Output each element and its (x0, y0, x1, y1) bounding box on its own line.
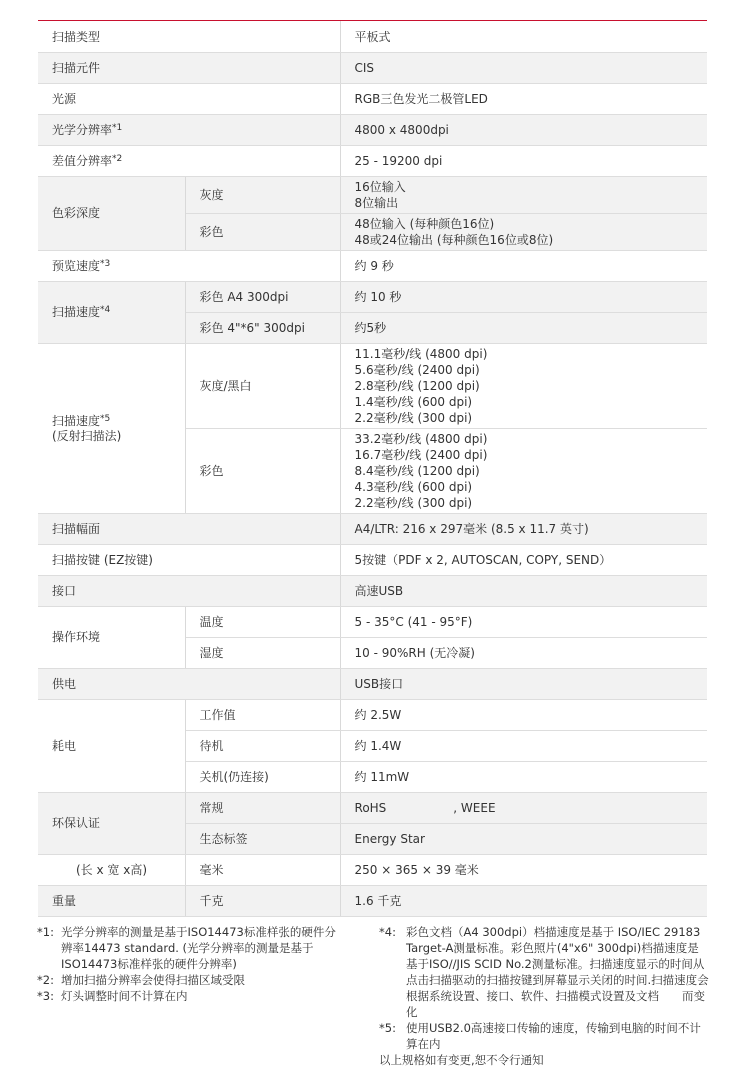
multi-value (340, 214, 707, 251)
row-label (38, 115, 340, 146)
sub-label: 生态标签 (185, 824, 340, 855)
table-row (38, 855, 707, 886)
value-line: 8位输出 (354, 196, 399, 210)
value-part: RoHS (354, 800, 387, 815)
row-value: 约5秒 (340, 313, 707, 344)
table-row (38, 53, 707, 84)
group-label (38, 344, 185, 514)
value-line: 5.6毫秒/线 (2400 dpi) (354, 363, 480, 377)
label-text-2: (反射扫描法) (52, 428, 122, 443)
footnote-mark: *2 (112, 153, 123, 164)
value-part: , WEEE (453, 800, 496, 815)
row-label: (长 x 宽 x高) (38, 855, 185, 886)
value-line: 2.2毫秒/线 (300 dpi) (354, 411, 473, 425)
row-label: 扫描类型 (38, 22, 340, 53)
value-line: 2.8毫秒/线 (1200 dpi) (354, 379, 480, 393)
row-label: 扫描幅面 (38, 514, 340, 545)
value-line: 16.7毫秒/线 (2400 dpi) (354, 448, 488, 462)
footnotes-right (379, 924, 709, 1068)
sub-label: 彩色 A4 300dpi (185, 282, 340, 313)
value-line: 2.2毫秒/线 (300 dpi) (354, 496, 473, 510)
disclaimer: 以上规格如有变更,恕不令行通知 (379, 1053, 544, 1067)
sub-label: 灰度 (185, 177, 340, 214)
row-value: 约 2.5W (340, 700, 707, 731)
value-line: 11.1毫秒/线 (4800 dpi) (354, 347, 488, 361)
table-row (38, 669, 707, 700)
table-row (38, 344, 707, 429)
footnote-text: 光学分辨率的测量是基于ISO14473标准样张的硬件分辨率14473 standard. (光学分辨率的测量是基于ISO14473标准样张的硬件分辨率) (61, 925, 336, 971)
table-row (38, 146, 707, 177)
row-value: 平板式 (340, 22, 707, 53)
row-value: 5按键（PDF x 2, AUTOSCAN, COPY, SEND） (340, 545, 707, 576)
multi-value (340, 344, 707, 429)
footnote (37, 988, 337, 1004)
footnote-text: 使用USB2.0高速接口传输的速度，传输到电脑的时间不计算在内 (406, 1021, 701, 1051)
table-row (38, 282, 707, 313)
table-row (38, 84, 707, 115)
footnote-key: *5: (379, 1021, 396, 1035)
table-row (38, 177, 707, 214)
group-label (38, 282, 185, 344)
sub-label: 湿度 (185, 638, 340, 669)
sub-label: 千克 (185, 886, 340, 917)
table-row (38, 886, 707, 917)
row-value: 4800 x 4800dpi (340, 115, 707, 146)
footnote-text: 彩色文档（A4 300dpi）档描速度是基于 ISO/IEC 29183 Target-A测量标准。彩色照片(4"x6" 300dpi)档描速度是基于ISO//JIS SCID No.2测量标准。扫描速度显示的时间从点击扫描驱动的扫描按键到屏幕显示关闭的时间.扫描速度会根据系统设置、接口、软件、扫描模式设置及文档 而变化 (406, 925, 709, 1019)
sub-label: 关机(仍连接) (185, 762, 340, 793)
row-value: RGB三色发光二极管LED (340, 84, 707, 115)
footnote-key: *2: (37, 973, 54, 987)
group-label: 操作环境 (38, 607, 185, 669)
footnote (37, 924, 337, 972)
multi-value (340, 429, 707, 514)
sub-label: 工作值 (185, 700, 340, 731)
label-text: 扫描速度 (52, 305, 101, 319)
table-row (38, 607, 707, 638)
row-value: Energy Star (340, 824, 707, 855)
row-value: 10 - 90%RH (无冷凝) (340, 638, 707, 669)
value-line: 8.4毫秒/线 (1200 dpi) (354, 464, 480, 478)
value-line: 1.4毫秒/线 (600 dpi) (354, 395, 473, 409)
row-value: USB接口 (340, 669, 707, 700)
row-label: 接口 (38, 576, 340, 607)
row-value: CIS (340, 53, 707, 84)
multi-value (340, 177, 707, 214)
table-row (38, 251, 707, 282)
footnote-mark: *3 (100, 258, 111, 269)
footnotes-left (37, 924, 337, 1004)
row-value: 约 11mW (340, 762, 707, 793)
footnote-key: *3: (37, 989, 54, 1003)
row-label: 供电 (38, 669, 340, 700)
group-label: 色彩深度 (38, 177, 185, 251)
row-label: 光源 (38, 84, 340, 115)
row-label: 扫描元件 (38, 53, 340, 84)
footnote-mark: *5 (100, 413, 111, 424)
row-value: 约 10 秒 (340, 282, 707, 313)
table-row (38, 793, 707, 824)
row-label (38, 251, 340, 282)
footnote (37, 972, 337, 988)
row-value: A4/LTR: 216 x 297毫米 (8.5 x 11.7 英寸) (340, 514, 707, 545)
sub-label: 彩色 (185, 429, 340, 514)
sub-label: 彩色 (185, 214, 340, 251)
row-label: 重量 (38, 886, 185, 917)
row-value: 25 - 19200 dpi (340, 146, 707, 177)
sub-label: 灰度/黑白 (185, 344, 340, 429)
row-value: 5 - 35°C (41 - 95°F) (340, 607, 707, 638)
table-row (38, 115, 707, 146)
row-value: 高速USB (340, 576, 707, 607)
footnote-mark: *1 (112, 122, 123, 133)
label-text: 扫描速度 (52, 413, 101, 428)
row-value (340, 793, 707, 824)
table-row (38, 576, 707, 607)
sub-label: 温度 (185, 607, 340, 638)
value-line: 48位输入 (每种颜色16位) (354, 217, 495, 231)
table-row (38, 22, 707, 53)
value-line: 4.3毫秒/线 (600 dpi) (354, 480, 473, 494)
row-value: 约 9 秒 (340, 251, 707, 282)
table-row (38, 700, 707, 731)
group-label: 耗电 (38, 700, 185, 793)
row-label: 扫描按键 (EZ按键) (38, 545, 340, 576)
row-label (38, 146, 340, 177)
spec-table (38, 21, 707, 917)
value-line: 16位输入 (354, 180, 406, 194)
sub-label: 毫米 (185, 855, 340, 886)
row-value: 250 × 365 × 39 毫米 (340, 855, 707, 886)
label-text: 预览速度 (52, 258, 101, 273)
value-line: 33.2毫秒/线 (4800 dpi) (354, 432, 488, 446)
label-text: 差值分辨率 (52, 153, 113, 168)
value-line: 48或24位输出 (每种颜色16位或8位) (354, 233, 554, 247)
footnote (379, 924, 709, 1020)
footnote-text: 增加扫描分辨率会使得扫描区域受限 (61, 973, 245, 987)
table-row (38, 514, 707, 545)
footnote-mark: *4 (100, 305, 111, 315)
footnote-key: *1: (37, 925, 54, 939)
sub-label: 彩色 4"*6" 300dpi (185, 313, 340, 344)
footnote (379, 1020, 709, 1052)
row-value: 1.6 千克 (340, 886, 707, 917)
sub-label: 常规 (185, 793, 340, 824)
footnote-text: 灯头调整时间不计算在内 (61, 989, 188, 1003)
label-text: 光学分辨率 (52, 122, 113, 137)
footnote-key: *4: (379, 925, 396, 939)
row-value: 约 1.4W (340, 731, 707, 762)
group-label: 环保认证 (38, 793, 185, 855)
sub-label: 待机 (185, 731, 340, 762)
table-row (38, 545, 707, 576)
